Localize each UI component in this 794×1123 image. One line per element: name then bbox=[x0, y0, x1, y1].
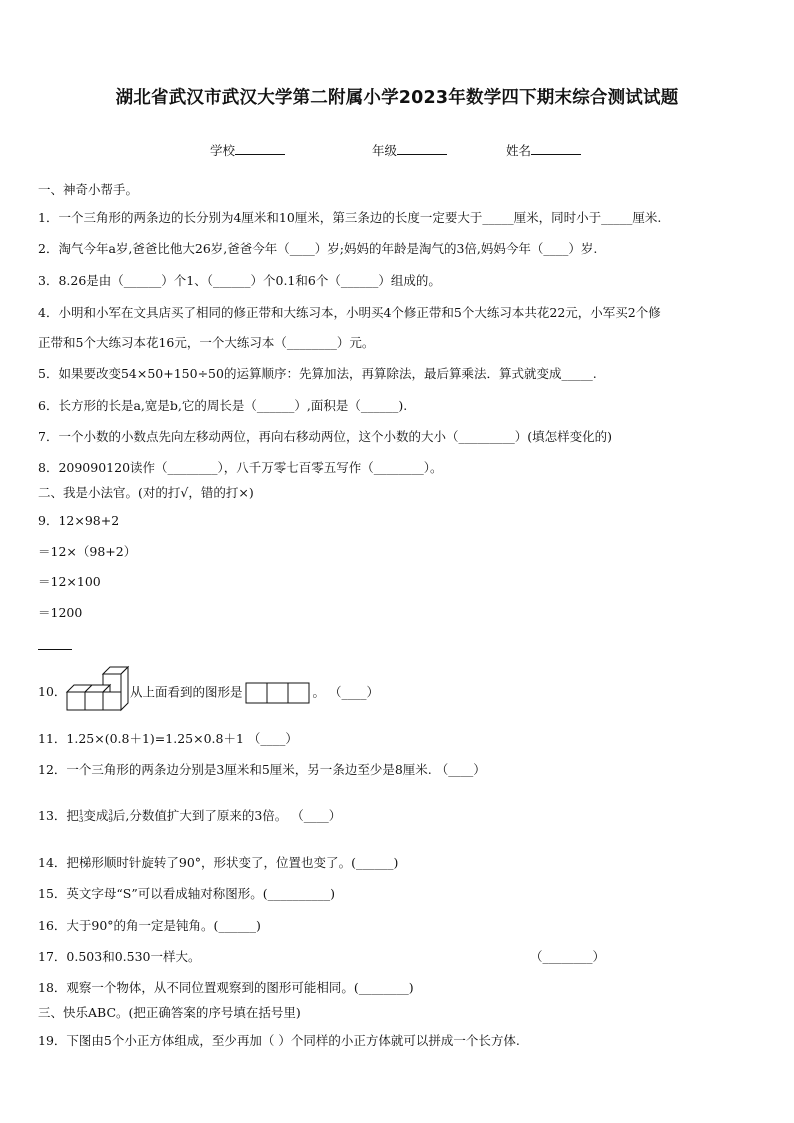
question-9-step-3: ＝1200 bbox=[38, 605, 83, 620]
question-10-text bbox=[130, 682, 379, 704]
question-17: 17．0.503和0.530一样大。 bbox=[38, 949, 201, 964]
question-13-part-a: 13．把 bbox=[38, 808, 79, 823]
school-label: 学校 bbox=[210, 143, 236, 158]
section-1-heading: 一、神奇小帮手。 bbox=[38, 182, 139, 197]
fraction-1-numerator: 1 bbox=[78, 808, 84, 817]
question-14: 14．把梯形顺时针旋转了90°，形状变了，位置也变了。(______) bbox=[38, 855, 399, 870]
question-11: 11．1.25×(0.8＋1)=1.25×0.8＋1 （____） bbox=[38, 731, 298, 746]
question-4-line-1: 4．小明和小军在文具店买了相同的修正带和大练习本，小明买4个修正带和5个大练习本共花22元，小军买2个修 bbox=[38, 305, 661, 320]
stacked-cubes-figure bbox=[65, 664, 133, 714]
top-view-squares-figure bbox=[245, 682, 311, 704]
question-3: 3．8.26是由（______）个1、（______）个0.1和6个（______）组成的。 bbox=[38, 273, 441, 288]
name-field bbox=[506, 141, 581, 159]
question-2: 2．淘气今年a岁,爸爸比他大26岁,爸爸今年（____）岁;妈妈的年龄是淘气的3倍,妈妈今年（____）岁. bbox=[38, 241, 598, 256]
question-15: 15．英文字母“S”可以看成轴对称图形。(__________) bbox=[38, 886, 336, 901]
question-9-answer-line[interactable] bbox=[38, 649, 72, 650]
question-13-part-b: 变成 bbox=[83, 808, 109, 823]
question-10-end: 。 （____） bbox=[312, 684, 379, 700]
question-1: 1．一个三角形的两条边的长分别为4厘米和10厘米，第三条边的长度一定要大于_____厘米，同时小于_____厘米. bbox=[38, 210, 662, 225]
question-9-step-2: ＝12×100 bbox=[38, 574, 101, 589]
question-10-middle: 从上面看到的图形是 bbox=[130, 684, 243, 700]
question-7: 7．一个小数的小数点先向左移动两位，再向右移动两位，这个小数的大小（_________）(填怎样变化的) bbox=[38, 429, 612, 444]
question-17-answer-paren[interactable]: （________） bbox=[530, 949, 606, 964]
page-title: 湖北省武汉市武汉大学第二附属小学2023年数学四下期末综合测试试题 bbox=[115, 88, 679, 108]
grade-blank[interactable] bbox=[397, 142, 447, 155]
fraction-2-numerator: 3 bbox=[108, 808, 113, 817]
grade-label: 年级 bbox=[372, 143, 398, 158]
fraction-2-denominator: 9 bbox=[108, 815, 113, 824]
question-19: 19．下图由5个小正方体组成，至少再加（ ）个同样的小正方体就可以拼成一个长方体. bbox=[38, 1033, 520, 1048]
question-9: 9．12×98+2 bbox=[38, 513, 120, 528]
question-4-line-2: 正带和5个大练习本花16元，一个大练习本（________）元。 bbox=[38, 335, 375, 350]
section-3-heading: 三、快乐ABC。(把正确答案的序号填在括号里) bbox=[38, 1005, 301, 1020]
question-12: 12．一个三角形的两条边分别是3厘米和5厘米，另一条边至少是8厘米. （____） bbox=[38, 762, 486, 777]
question-18: 18．观察一个物体，从不同位置观察到的图形可能相同。(________) bbox=[38, 980, 414, 995]
school-field bbox=[210, 141, 285, 159]
question-9-step-1: ＝12×（98+2） bbox=[38, 544, 137, 559]
question-16: 16．大于90°的角一定是钝角。(______) bbox=[38, 918, 261, 933]
name-label: 姓名 bbox=[506, 143, 532, 158]
question-13 bbox=[38, 806, 341, 824]
fraction-1-denominator: 3 bbox=[78, 815, 84, 824]
grade-field bbox=[372, 141, 447, 159]
question-8: 8．209090120读作（________），八千万零七百零五写作（________）。 bbox=[38, 460, 443, 475]
section-2-heading: 二、我是小法官。(对的打√，错的打×) bbox=[38, 485, 254, 500]
school-blank[interactable] bbox=[235, 142, 285, 155]
name-blank[interactable] bbox=[531, 142, 581, 155]
question-10-number: 10． bbox=[38, 684, 67, 699]
question-6: 6．长方形的长是a,宽是b,它的周长是（______）,面积是（______). bbox=[38, 398, 408, 413]
question-5: 5．如果要改变54×50+150÷50的运算顺序：先算加法，再算除法，最后算乘法．算式就变成_____. bbox=[38, 366, 597, 381]
question-13-part-c: 后,分数值扩大到了原来的3倍。 （____） bbox=[112, 808, 342, 823]
